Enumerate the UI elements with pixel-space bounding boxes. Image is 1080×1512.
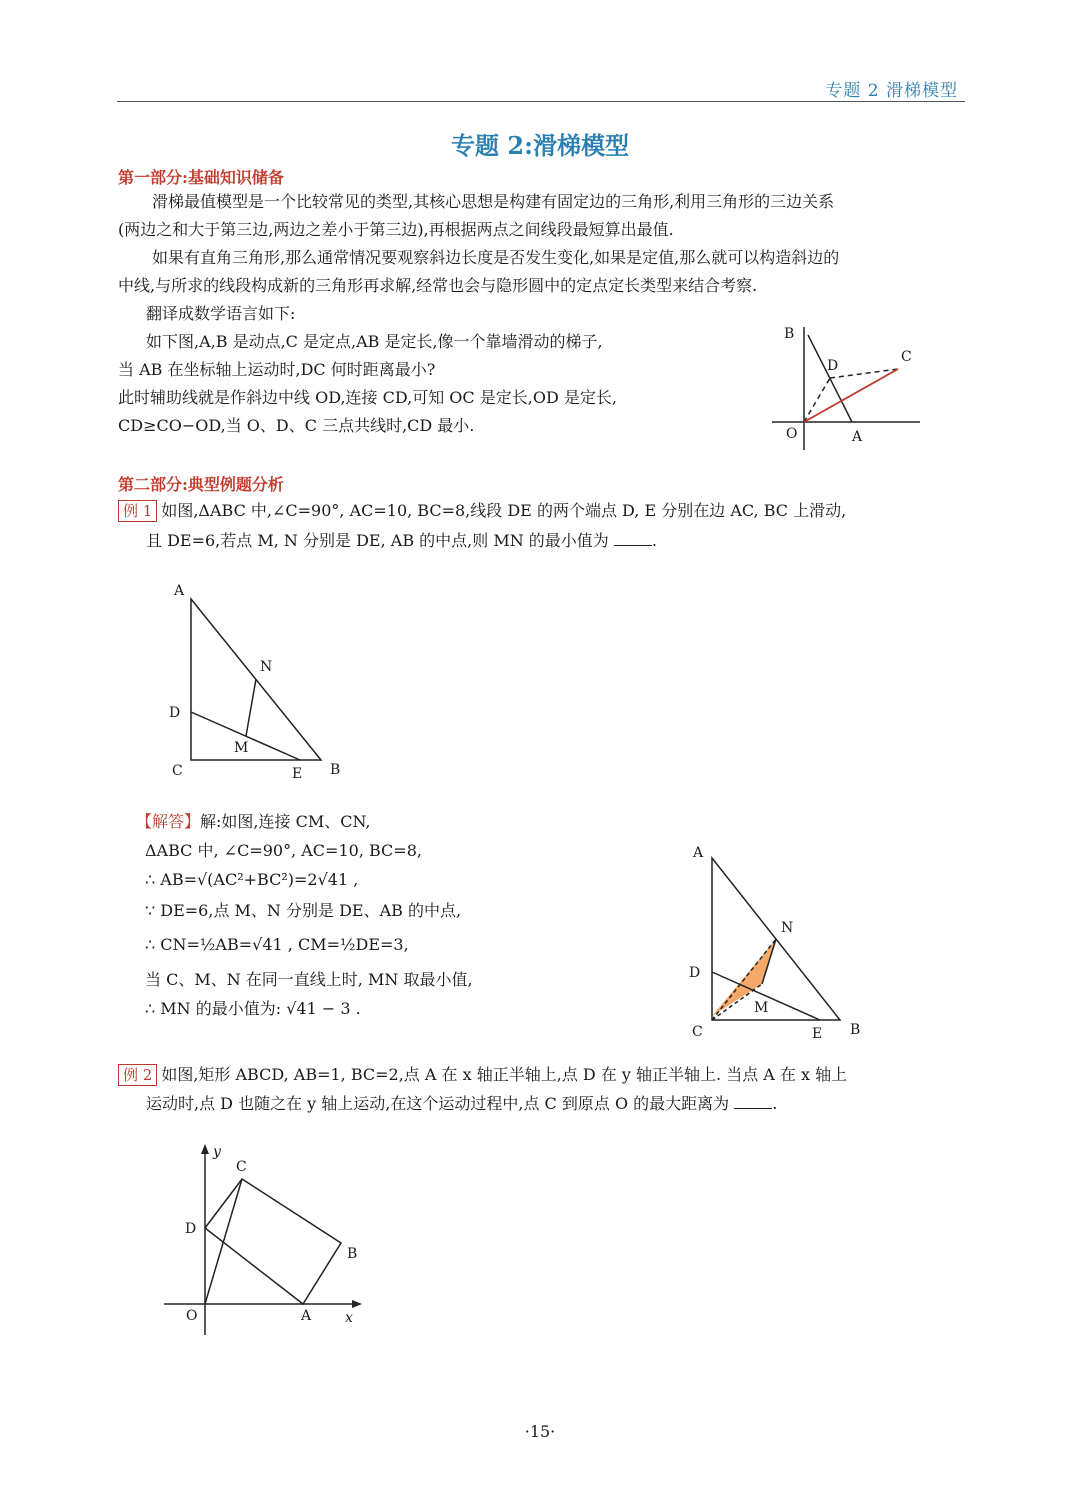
example2-line1: 例 2 如图,矩形 ABCD, AB=1, BC=2,点 A 在 x 轴正半轴上,点 D 在 y 轴正半轴上. 当点 A 在 x 轴上 <box>118 1061 847 1089</box>
label-a: A <box>852 429 863 445</box>
label-c: C <box>692 1024 703 1040</box>
example2-figure <box>158 1140 378 1340</box>
solution-line2: ΔABC 中, ∠C=90°, AC=10, BC=8, <box>145 841 422 860</box>
part2-heading: 第二部分:典型例题分析 <box>118 475 284 494</box>
example1-text2: 且 DE=6,若点 M, N 分别是 DE, AB 的中点,则 MN 的最小值为 <box>146 531 609 550</box>
solution-tag: 【解答】 <box>136 812 201 831</box>
solution-line7: ∴ MN 的最小值为: √41 − 3 . <box>145 999 361 1018</box>
answer-blank <box>734 1094 772 1109</box>
label-n: N <box>260 659 273 675</box>
label-n: N <box>781 920 794 936</box>
segment-oc <box>804 369 898 422</box>
segment-dc <box>830 369 898 378</box>
page-number: ·15· <box>524 1422 556 1441</box>
example1-line2: 且 DE=6,若点 M, N 分别是 DE, AB 的中点,则 MN 的最小值为 . <box>146 531 657 550</box>
answer-blank <box>614 531 652 546</box>
part1-p2b: 中线,与所求的线段构成新的三角形再求解,经常也会与隐形圆中的定点定长类型来结合考察. <box>118 276 758 295</box>
label-b: B <box>850 1022 861 1038</box>
label-d: D <box>185 1221 197 1237</box>
x-axis-arrow-icon <box>352 1300 362 1308</box>
rectangle-abcd <box>205 1179 341 1304</box>
solution-line5: ∴ CN=½AB=√41 , CM=½DE=3, <box>145 935 409 954</box>
label-c: C <box>172 763 183 779</box>
header-divider <box>117 101 965 102</box>
y-axis-arrow-icon <box>201 1144 209 1154</box>
part1-p3: 翻译成数学语言如下: <box>146 304 296 323</box>
running-header: 专题 2 滑梯模型 <box>825 81 958 101</box>
part1-p5: 当 AB 在坐标轴上运动时,DC 何时距离最小? <box>118 360 436 379</box>
example1-text1: 如图,ΔABC 中,∠C=90°, AC=10, BC=8,线段 DE 的两个端点 D, E 分别在边 AC, BC 上滑动, <box>161 501 847 520</box>
label-c: C <box>236 1159 247 1175</box>
part1-p4: 如下图,A,B 是动点,C 是定点,AB 是定长,像一个靠墙滑动的梯子, <box>146 332 603 351</box>
part1-p1a: 滑梯最值模型是一个比较常见的类型,其核心思想是构建有固定边的三角形,利用三角形的三边关系 <box>152 192 835 211</box>
solution-line4: ∵ DE=6,点 M、N 分别是 DE、AB 的中点, <box>145 901 462 920</box>
label-m: M <box>234 740 249 756</box>
label-e: E <box>292 766 303 782</box>
ladder-ab <box>808 335 852 422</box>
label-e: E <box>812 1026 823 1042</box>
example1-line1 <box>118 497 846 525</box>
ladder-figure <box>760 315 940 455</box>
label-y: y <box>213 1144 221 1160</box>
label-o: O <box>186 1308 198 1324</box>
solution-line1: 【解答】解:如图,连接 CM、CN, <box>136 812 371 831</box>
part1-p6: 此时辅助线就是作斜边中线 OD,连接 CD,可知 OC 是定长,OD 是定长, <box>118 388 617 407</box>
part1-p1b: (两边之和大于第三边,两边之差小于第三边),再根据两点之间线段最短算出最值. <box>118 220 674 239</box>
label-d: D <box>827 358 839 374</box>
solution-line3: ∴ AB=√(AC²+BC²)=2√41 , <box>145 870 359 889</box>
label-b: B <box>330 762 341 778</box>
part1-p7: CD≥CO−OD,当 O、D、C 三点共线时,CD 最小. <box>118 416 475 435</box>
part1-p2a: 如果有直角三角形,那么通常情况要观察斜边长度是否发生变化,如果是定值,那么就可以构造斜边的 <box>152 248 840 267</box>
label-a: A <box>301 1308 312 1324</box>
solution-figure <box>680 838 880 1048</box>
page-title: 专题 2:滑梯模型 <box>451 131 629 160</box>
label-o: O <box>786 426 798 442</box>
label-c: C <box>901 349 912 365</box>
label-b: B <box>347 1246 358 1262</box>
label-x: x <box>345 1310 353 1326</box>
segment-mn <box>246 679 256 736</box>
label-d: D <box>169 705 181 721</box>
segment-oc <box>205 1179 242 1304</box>
example1-figure <box>160 575 360 785</box>
label-b: B <box>784 326 795 342</box>
solution-line6: 当 C、M、N 在同一直线上时, MN 取最小值, <box>145 970 473 989</box>
label-a: A <box>693 845 704 861</box>
label-m: M <box>754 1000 769 1016</box>
example1-tag: 例 1 <box>118 500 157 522</box>
label-d: D <box>689 965 701 981</box>
part1-heading: 第一部分:基础知识储备 <box>118 168 284 187</box>
label-a: A <box>174 583 185 599</box>
example2-tag: 例 2 <box>118 1064 157 1086</box>
example2-line2: 运动时,点 D 也随之在 y 轴上运动,在这个运动过程中,点 C 到原点 O 的最大距离为 . <box>146 1094 778 1113</box>
